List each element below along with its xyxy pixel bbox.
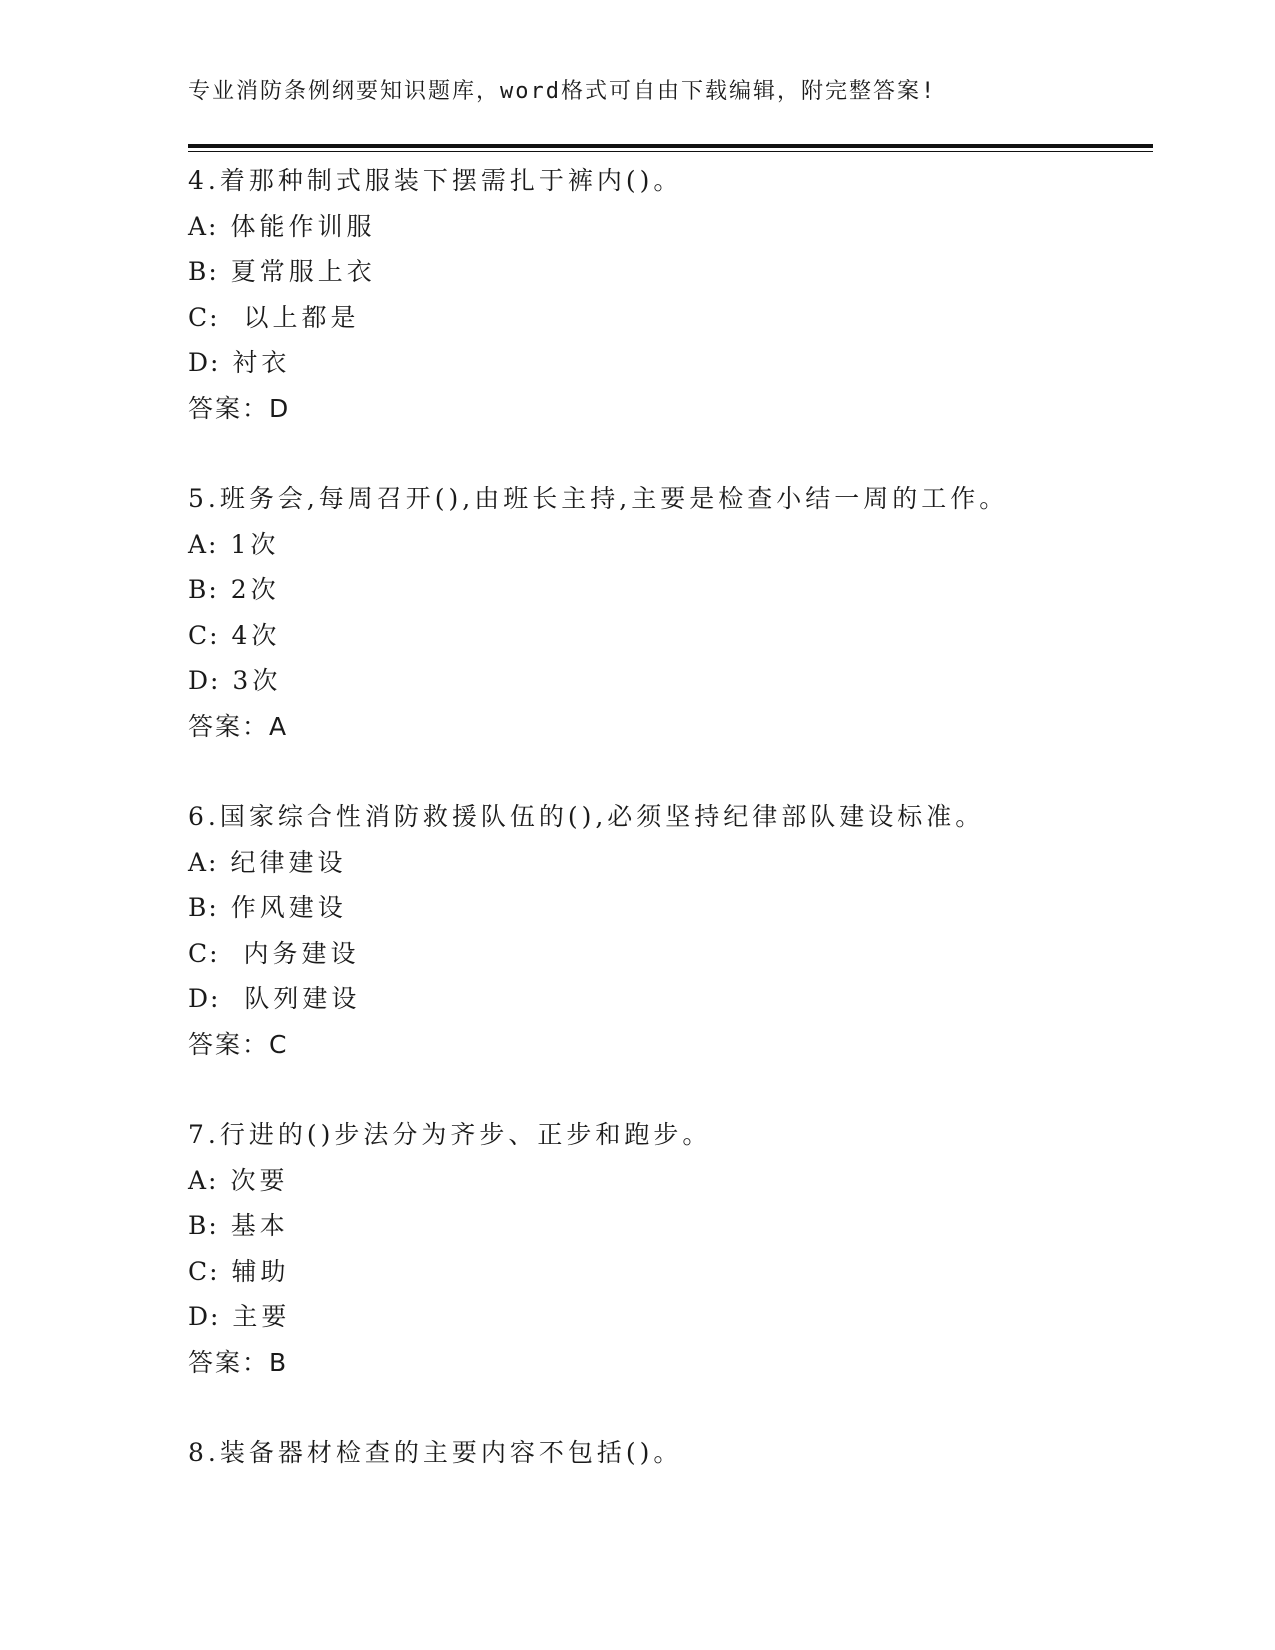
page-header: 专业消防条例纲要知识题库，word格式可自由下载编辑，附完整答案! [188,79,937,104]
option-key: A: [188,1165,219,1195]
option-d [188,976,1153,1022]
option-key: B: [188,1211,219,1240]
option-key: C: [188,620,220,650]
option-key: D: [188,666,221,695]
question-stem: 5.班务会,每周召开(),由班长主持,主要是检查小结一周的工作。 [188,484,1009,513]
option-text: 2次 [230,575,280,604]
option-c [188,931,1153,977]
option-text: 主要 [232,1302,291,1331]
option-b [188,885,1153,931]
option-a [188,204,1153,250]
option-key: D: [188,348,221,377]
option-key: A: [188,211,219,241]
option-d [188,340,1153,386]
question-list [188,158,1153,1521]
option-key: A: [188,529,219,559]
option-text: 以上都是 [231,302,360,332]
option-text: 夏常服上衣 [230,257,376,286]
option-key: C: [188,302,220,332]
option-text: 衬衣 [232,348,291,377]
question-8 [188,1430,1153,1476]
option-key: A: [188,847,219,877]
option-key: B: [188,893,219,922]
question-stem: 4.着那种制式服装下摆需扎于裤内()。 [188,166,683,195]
question-7 [188,1112,1153,1385]
answer-line: 答案：C [188,1029,289,1059]
option-text: 1次 [230,529,280,559]
option-text: 3次 [232,666,282,695]
option-c [188,613,1153,659]
question-5 [188,476,1153,749]
option-text: 内务建设 [231,938,360,968]
option-key: C: [188,938,220,968]
option-text: 基本 [230,1211,289,1240]
option-text: 4次 [231,620,281,650]
option-b [188,249,1153,295]
option-key: C: [188,1256,220,1286]
option-d [188,1294,1153,1340]
header-rule-thick [188,144,1153,148]
option-key: B: [188,575,219,604]
option-text: 作风建设 [230,893,347,922]
option-text: 体能作训服 [230,211,376,241]
question-6 [188,794,1153,1067]
option-c [188,1249,1153,1295]
option-a [188,840,1153,886]
option-text: 纪律建设 [230,847,347,877]
option-text: 队列建设 [232,984,361,1013]
header-rule-thin [188,151,1153,152]
answer-line: 答案：D [188,393,291,423]
option-key: B: [188,257,219,286]
option-a [188,1158,1153,1204]
option-key: D: [188,1302,221,1331]
option-c [188,295,1153,341]
option-b [188,1203,1153,1249]
question-stem: 7.行进的()步法分为齐步、正步和跑步。 [188,1120,712,1149]
option-key: D: [188,984,221,1013]
answer-line: 答案：A [188,711,289,741]
question-4 [188,158,1153,431]
option-d [188,658,1153,704]
option-a [188,522,1153,568]
answer-line: 答案：B [188,1347,289,1377]
option-text: 次要 [230,1165,289,1195]
option-text: 辅助 [231,1256,290,1286]
option-b [188,567,1153,613]
question-stem: 6.国家综合性消防救援队伍的(),必须坚持纪律部队建设标准。 [188,802,985,831]
question-stem: 8.装备器材检查的主要内容不包括()。 [188,1438,683,1467]
